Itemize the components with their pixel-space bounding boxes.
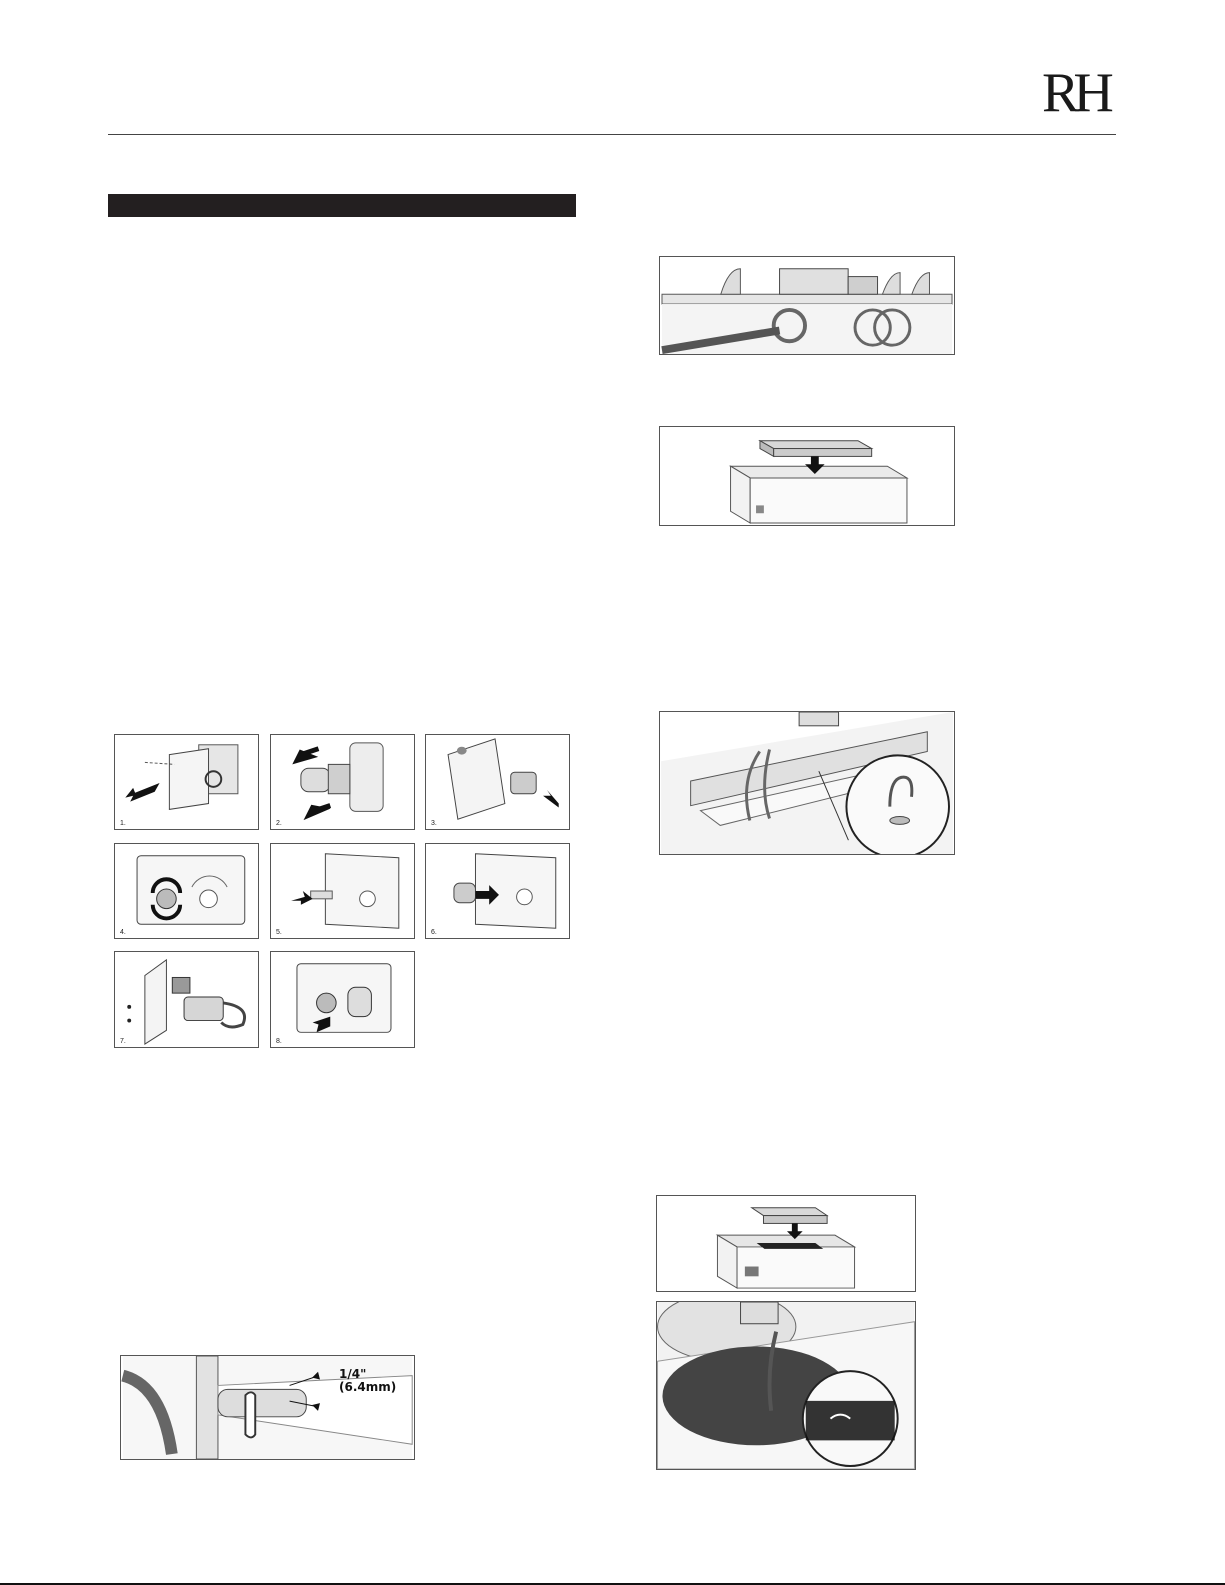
insert-square-burner-figure [656, 1195, 916, 1292]
header-rule [108, 134, 1116, 135]
step-1-figure [114, 734, 259, 830]
step-number: 3. [431, 820, 437, 827]
step-4-figure [114, 843, 259, 939]
step-number: 7. [120, 1038, 126, 1045]
gap-dimension-imperial: 1/4" [339, 1367, 367, 1381]
step-6-figure [425, 843, 570, 939]
burner-pan-side-view-figure [659, 256, 955, 355]
square-burner-wiring-detail-figure [656, 1301, 916, 1470]
step-3-figure [425, 734, 570, 830]
rh-logo: RH [1042, 62, 1108, 124]
gap-dimension-metric: (6.4mm) [339, 1380, 397, 1394]
burner-wiring-detail-figure [659, 711, 955, 855]
insert-burner-into-table-figure [659, 426, 955, 526]
gap-dimension-label [339, 1368, 396, 1394]
step-number: 1. [120, 820, 126, 827]
section-heading-bar [108, 194, 576, 217]
step-2-figure [270, 734, 415, 830]
step-8-figure [270, 951, 415, 1048]
step-number: 4. [120, 929, 126, 936]
step-number: 8. [276, 1038, 282, 1045]
step-number: 6. [431, 929, 437, 936]
step-7-figure [114, 951, 259, 1048]
step-5-figure [270, 843, 415, 939]
gap-measurement-figure [120, 1355, 415, 1460]
step-number: 2. [276, 820, 282, 827]
step-number: 5. [276, 929, 282, 936]
